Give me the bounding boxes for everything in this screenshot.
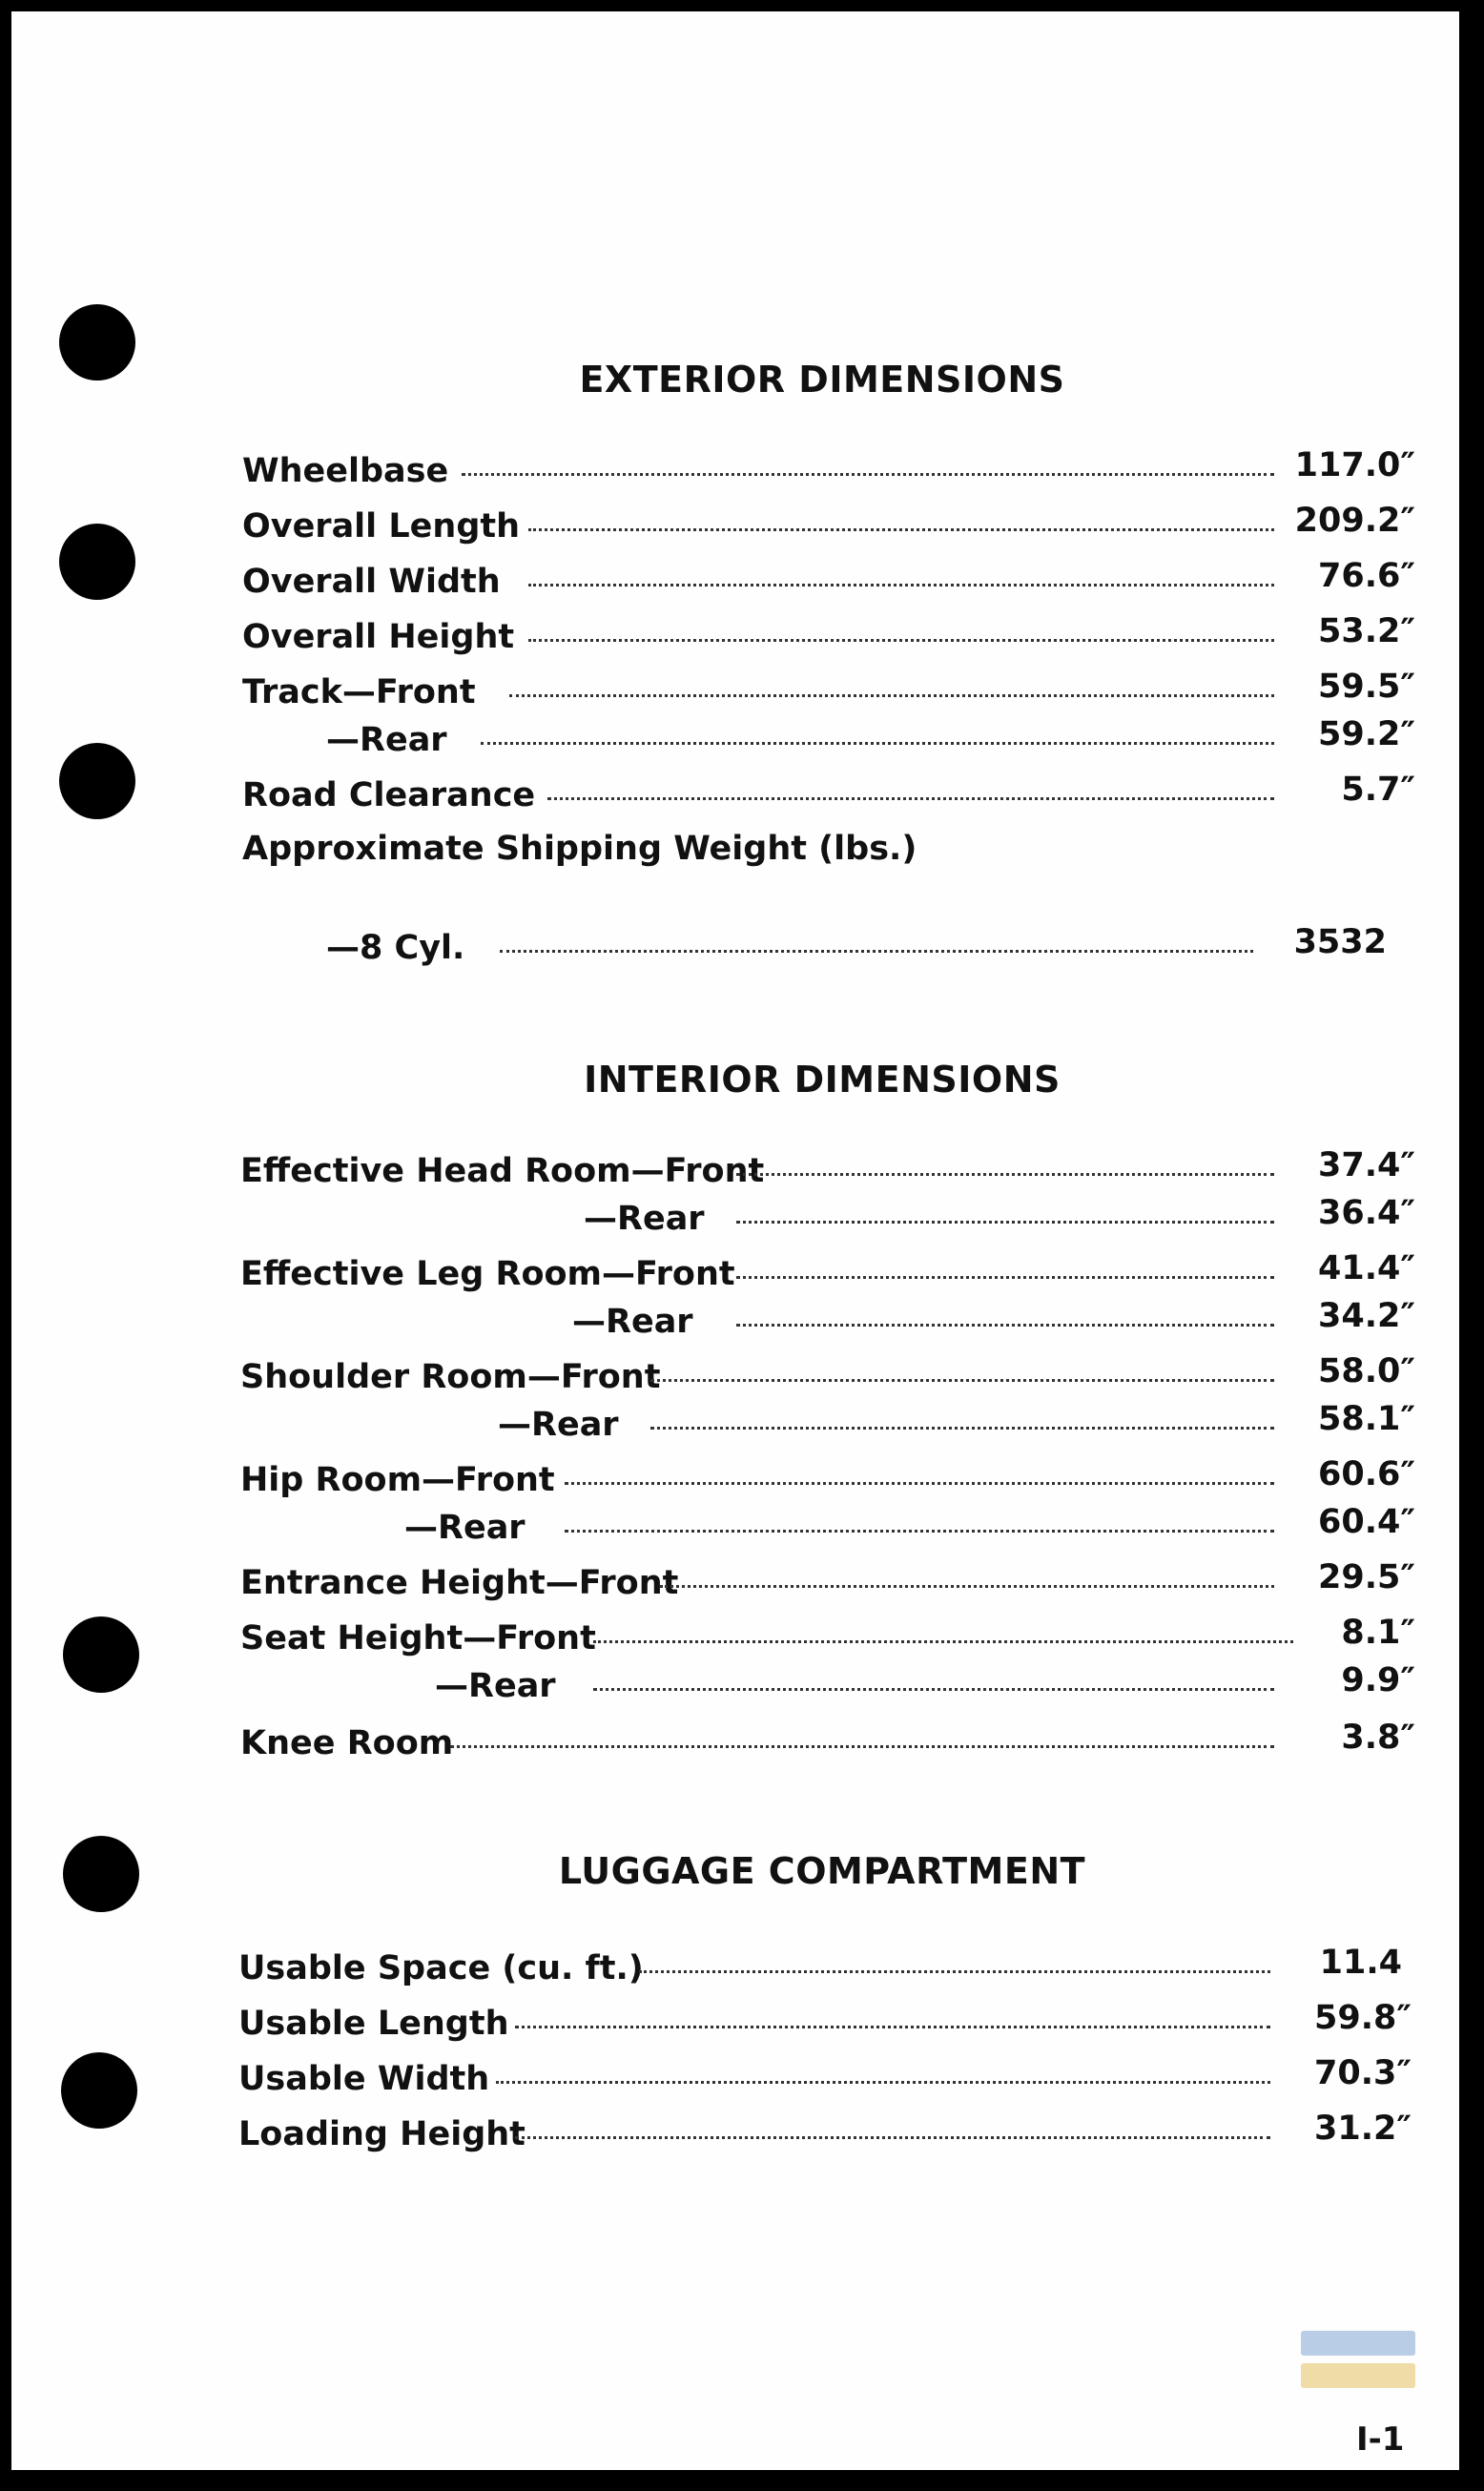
spec-row [240, 1249, 1415, 1303]
spec-value: 209.2″ [1294, 502, 1415, 540]
spec-label: Knee Room [240, 1724, 463, 1762]
shipping-weight-label: Approximate Shipping Weight (lbs.) [242, 830, 917, 868]
spec-label: —Rear [435, 1667, 566, 1705]
spec-row [242, 557, 1415, 610]
spec-value: 117.0″ [1294, 446, 1415, 484]
leader-dots [593, 1640, 1293, 1643]
spec-row [238, 1944, 1412, 1997]
spec-row [240, 1455, 1415, 1509]
spec-label: Usable Space (cu. ft.) [238, 1949, 653, 1987]
spec-value: 60.6″ [1318, 1455, 1415, 1493]
leader-dots [547, 797, 1274, 800]
spec-value: 53.2″ [1318, 612, 1415, 650]
leader-dots [660, 1585, 1274, 1588]
spec-label: Track—Front [242, 673, 485, 711]
leader-dots [515, 2026, 1270, 2028]
spec-label: Overall Length [242, 507, 529, 546]
spec-label: Usable Width [238, 2060, 499, 2098]
spec-row [242, 668, 1415, 721]
leader-dots [593, 1688, 1274, 1691]
leader-dots [528, 584, 1274, 587]
document-page [11, 11, 1459, 2470]
spec-label: —Rear [584, 1200, 714, 1238]
spec-value: 29.5″ [1318, 1558, 1415, 1596]
leader-dots [639, 1970, 1270, 1973]
spec-label: Overall Height [242, 618, 524, 656]
spec-value: 11.4 [1319, 1944, 1402, 1982]
leader-dots [565, 1482, 1274, 1485]
spec-value: 37.4″ [1318, 1146, 1415, 1184]
spec-row [242, 771, 1415, 824]
leader-dots [500, 950, 1253, 953]
spec-row [240, 1661, 1415, 1715]
spec-row [242, 923, 1387, 977]
spec-label: Overall Width [242, 563, 510, 601]
spec-value: 41.4″ [1318, 1249, 1415, 1287]
stamp-bar-yellow [1301, 2363, 1415, 2388]
spec-row [240, 1297, 1415, 1350]
spec-value: 5.7″ [1341, 771, 1415, 809]
spec-row [240, 1719, 1415, 1772]
spec-label: —Rear [498, 1406, 629, 1444]
leader-dots [528, 528, 1274, 531]
spec-value: 3532 [1293, 923, 1387, 961]
spec-label: Effective Leg Room—Front [240, 1255, 745, 1293]
spec-row [240, 1400, 1415, 1453]
spec-row [240, 1503, 1415, 1556]
spec-row [242, 502, 1415, 555]
leader-dots [736, 1324, 1274, 1327]
leader-dots [736, 1173, 1274, 1176]
spec-value: 31.2″ [1314, 2110, 1412, 2148]
spec-label: Usable Length [238, 2005, 519, 2043]
leader-dots [736, 1221, 1274, 1224]
leader-dots [450, 1745, 1274, 1748]
spec-row [240, 1352, 1415, 1406]
spec-label: Road Clearance [242, 776, 545, 814]
binder-hole [59, 743, 135, 819]
spec-row [242, 612, 1415, 666]
spec-value: 9.9″ [1341, 1661, 1415, 1699]
spec-label: Loading Height [238, 2115, 535, 2153]
spec-value: 59.5″ [1318, 668, 1415, 706]
spec-label: —Rear [326, 721, 457, 759]
spec-row [240, 1558, 1415, 1612]
spec-label: Shoulder Room—Front [240, 1358, 670, 1396]
binder-hole [63, 1616, 139, 1693]
spec-value: 3.8″ [1341, 1719, 1415, 1757]
spec-row [238, 1999, 1412, 2052]
leader-dots [650, 1427, 1274, 1430]
spec-row [238, 2110, 1412, 2163]
leader-dots [462, 473, 1274, 476]
spec-label: —Rear [572, 1303, 703, 1341]
spec-label: Wheelbase [242, 452, 458, 490]
binder-hole [59, 524, 135, 600]
spec-row [240, 1194, 1415, 1247]
spec-value: 8.1″ [1341, 1614, 1415, 1652]
spec-label: Seat Height—Front [240, 1619, 606, 1657]
leader-dots [515, 2136, 1270, 2139]
page-number: I-1 [1356, 2420, 1405, 2459]
leader-dots [528, 639, 1274, 642]
spec-value: 70.3″ [1314, 2054, 1412, 2092]
spec-value: 58.1″ [1318, 1400, 1415, 1438]
spec-value: 59.8″ [1314, 1999, 1412, 2037]
spec-row [240, 1146, 1415, 1200]
spec-label: —8 Cyl. [326, 929, 474, 967]
leader-dots [736, 1276, 1274, 1279]
exterior-heading: EXTERIOR DIMENSIONS [579, 359, 1065, 401]
spec-label: —Rear [404, 1509, 535, 1547]
interior-heading: INTERIOR DIMENSIONS [584, 1059, 1061, 1101]
spec-value: 60.4″ [1318, 1503, 1415, 1541]
leader-dots [481, 742, 1274, 745]
spec-label: Effective Head Room—Front [240, 1152, 773, 1190]
spec-label: Hip Room—Front [240, 1461, 565, 1499]
leader-dots [509, 694, 1274, 697]
spec-label: Entrance Height—Front [240, 1564, 688, 1602]
spec-value: 58.0″ [1318, 1352, 1415, 1390]
spec-value: 34.2″ [1318, 1297, 1415, 1335]
spec-row [242, 715, 1415, 769]
binder-hole [61, 2052, 137, 2129]
luggage-heading: LUGGAGE COMPARTMENT [558, 1850, 1086, 1892]
spec-value: 76.6″ [1318, 557, 1415, 595]
spec-row [242, 446, 1415, 500]
color-stamp [1301, 2331, 1415, 2388]
spec-value: 36.4″ [1318, 1194, 1415, 1232]
leader-dots [496, 2081, 1270, 2084]
spec-value: 59.2″ [1318, 715, 1415, 753]
leader-dots [565, 1530, 1274, 1533]
leader-dots [650, 1379, 1274, 1382]
stamp-bar-blue [1301, 2331, 1415, 2356]
spec-row [238, 2054, 1412, 2108]
spec-row [240, 1614, 1415, 1667]
